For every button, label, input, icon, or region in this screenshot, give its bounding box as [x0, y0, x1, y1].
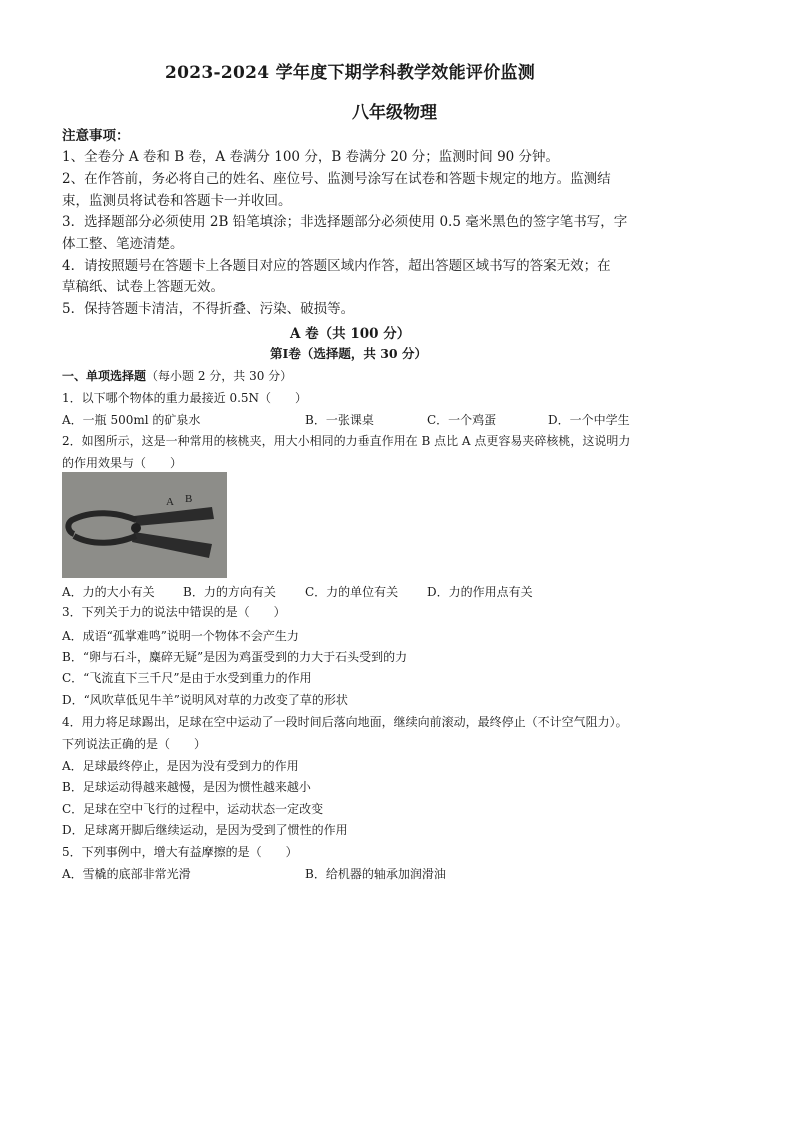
note-3-line-2: 体工整、笔迹清楚。: [62, 236, 184, 252]
note-2-line-1: 2、在作答前，务必将自己的姓名、座位号、监测号涂写在试卷和答题卡规定的地方。监测结: [62, 171, 611, 187]
q3-stem: 3．下列关于力的说法中错误的是（ ）: [62, 605, 286, 619]
hinge-pin: [131, 523, 141, 533]
nutcracker-drawing: [62, 472, 227, 578]
point-a-label: A: [166, 496, 174, 508]
q3-option-a: A．成语“孤掌难鸣”说明一个物体不会产生力: [62, 629, 299, 643]
nutcracker-photo: [62, 472, 227, 578]
point-b-label: B: [185, 493, 193, 505]
q4-option-c: C．足球在空中飞行的过程中，运动状态一定改变: [62, 802, 324, 816]
exam-title: 2023-2024 学年度下期学科教学效能评价监测: [165, 63, 536, 83]
notes-heading: 注意事项：: [62, 128, 130, 144]
q1-option-c: C．一个鸡蛋: [427, 413, 497, 427]
exam-subtitle: 八年级物理: [352, 103, 437, 123]
q1-option-a: A．一瓶 500ml 的矿泉水: [62, 413, 201, 427]
q4-option-a: A．足球最终停止，是因为没有受到力的作用: [62, 759, 299, 773]
part-1-title: 第Ⅰ卷（选择题，共 30 分）: [270, 346, 427, 361]
q4-stem-line-1: 4．用力将足球踢出，足球在空中运动了一段时间后落向地面，继续向前滚动，最终停止（不计空气阻力）。: [62, 715, 628, 729]
mc-heading: 一、单项选择题: [62, 369, 147, 383]
q5-option-a: A．雪橇的底部非常光滑: [62, 867, 191, 881]
q2-stem-line-2: 的作用效果与（ ）: [62, 456, 183, 470]
q3-option-d: D．“风吹草低见牛羊”说明风对草的力改变了草的形状: [62, 693, 348, 707]
q4-stem-line-2: 下列说法正确的是（ ）: [62, 737, 207, 751]
q3-option-b: B．“卵与石斗，麋碎无疑”是因为鸡蛋受到的力大于石头受到的力: [62, 650, 408, 664]
q2-option-a: A．力的大小有关: [62, 585, 155, 599]
note-4-line-1: 4．请按照题号在答题卡上各题目对应的答题区域内作答，超出答题区域书写的答案无效；在: [62, 258, 611, 274]
q2-option-d: D．力的作用点有关: [427, 585, 533, 599]
q1-option-b: B．一张课桌: [305, 413, 374, 427]
q2-option-b: B．力的方向有关: [183, 585, 276, 599]
q4-option-b: B．足球运动得越来越慢，是因为惯性越来越小: [62, 780, 311, 794]
q2-stem-line-1: 2．如图所示，这是一种常用的核桃夹，用大小相同的力垂直作用在 B 点比 A 点更容易夹碎核桃，这说明力: [62, 434, 631, 448]
q1-stem: 1．以下哪个物体的重力最接近 0.5N（ ）: [62, 391, 308, 405]
q1-option-d: D．一个中学生: [548, 413, 630, 427]
note-2-line-2: 束，监测员将试卷和答题卡一并收回。: [62, 193, 292, 209]
q5-stem: 5．下列事例中，增大有益摩擦的是（ ）: [62, 845, 298, 859]
section-a-title: A 卷（共 100 分）: [290, 326, 411, 342]
q4-option-d: D．足球离开脚后继续运动，是因为受到了惯性的作用: [62, 823, 348, 837]
note-5: 5．保持答题卡清洁，不得折叠、污染、破损等。: [62, 301, 355, 317]
q3-option-c: C．“飞流直下三千尺”是由于水受到重力的作用: [62, 671, 312, 685]
note-4-line-2: 草稿纸、试卷上答题无效。: [62, 279, 224, 295]
q5-option-b: B．给机器的轴承加润滑油: [305, 867, 446, 881]
q2-option-c: C．力的单位有关: [305, 585, 399, 599]
mc-note: （每小题 2 分，共 30 分）: [146, 369, 293, 383]
note-3-line-1: 3．选择题部分必须使用 2B 铅笔填涂；非选择题部分必须使用 0.5 毫米黑色的签字笔书写，字: [62, 214, 628, 230]
mc-heading-line: [62, 367, 292, 384]
note-1: 1、全卷分 A 卷和 B 卷，A 卷满分 100 分，B 卷满分 20 分；监测时间 90 分钟。: [62, 149, 560, 165]
